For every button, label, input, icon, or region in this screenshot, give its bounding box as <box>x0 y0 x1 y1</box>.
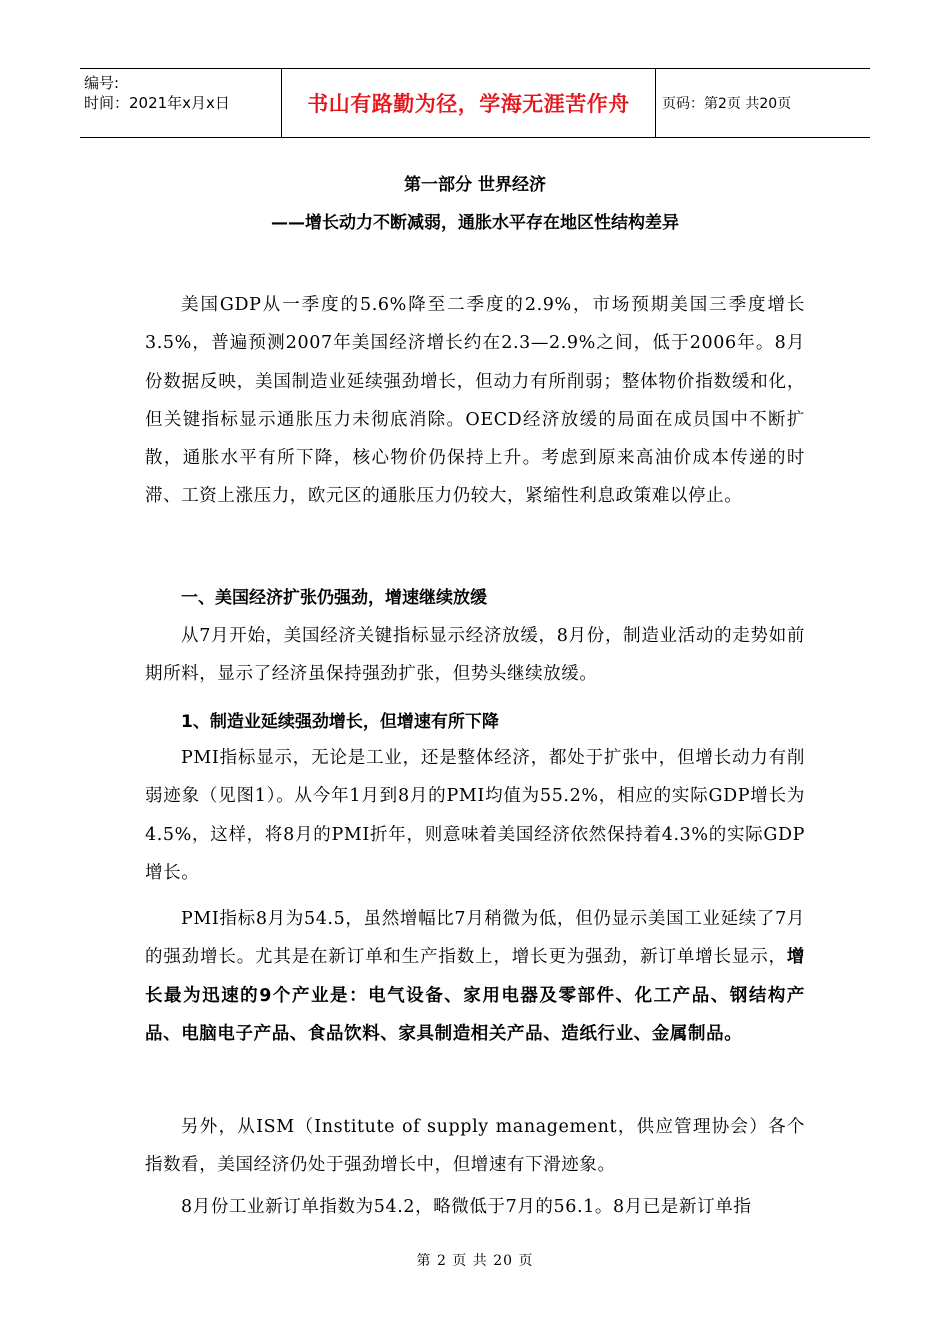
header-table <box>80 68 870 138</box>
header-meta-cell <box>80 69 282 137</box>
paragraph-ism: 另外，从ISM（Institute of supply management，供应管理协会）各个指数看，美国经济仍处于强劲增长中，但增速有下滑迹象。 <box>145 1117 805 1176</box>
fastest-industries-text: 增长最为迅速的9个产业是：电气设备、家用电器及零部件、化工产品、钢结构产品、电脑电子产品、食品饮料、家具制造相关产品、造纸行业、金属制品。 <box>145 947 805 1044</box>
paragraph-pmi-august <box>145 900 805 1053</box>
heading-us-economy: 一、美国经济扩张仍强劲，增速继续放缓 <box>181 588 487 608</box>
page-footer: 第 2 页 共 20 页 <box>416 1253 534 1269</box>
page-info: 页码：第2页 共20页 <box>662 96 792 112</box>
paragraph-pmi-august-text: PMI指标8月为54.5，虽然增幅比7月稍微为低，但仍显示美国工业延续了7月的强劲增长。尤其是在新订单和生产指数上，增长更为强劲，新订单增长显示， <box>145 909 805 968</box>
paragraph-new-orders: 8月份工业新订单指数为54.2，略微低于7月的56.1。8月已是新订单指 <box>181 1197 752 1217</box>
paragraph-intro: 美国GDP从一季度的5.6%降至二季度的2.9%，市场预期美国三季度增长3.5%，普遍预测2007年美国经济增长约在2.3—2.9%之间，低于2006年。8月份数据反映，美国制造业延续强劲增长，但动力有所削弱；整体物价指数缓和化，但关键指标显示通胀压力未彻底消除。OECD经济放缓的局面在成员国中不断扩散，通胀水平有所下降，核心物价仍保持上升。考虑到原来高油价成本传递的时滞、工资上涨压力，欧元区的通胀压力仍较大，紧缩性利息政策难以停止。 <box>145 295 805 507</box>
code-label: 编号: <box>84 74 120 92</box>
heading-manufacturing: 1、制造业延续强劲增长，但增速有所下降 <box>181 712 499 732</box>
section-subtitle: ——增长动力不断减弱，通胀水平存在地区性结构差异 <box>271 213 679 233</box>
section-title: 第一部分 世界经济 <box>404 175 546 195</box>
paragraph-pmi: PMI指标显示，无论是工业，还是整体经济，都处于扩张中，但增长动力有削弱迹象（见图1）。从今年1月到8月的PMI均值为55.2%，相应的实际GDP增长为4.5%，这样，将8月的PMI折年，则意味着美国经济依然保持着4.3%的实际GDP增长。 <box>145 748 805 883</box>
time-label: 时间：2021年x月x日 <box>84 94 230 112</box>
paragraph-slowdown: 从7月开始，美国经济关键指标显示经济放缓，8月份，制造业活动的走势如前期所料，显示了经济虽保持强劲扩张，但势头继续放缓。 <box>145 626 805 685</box>
motto: 书山有路勤为径，学海无涯苦作舟 <box>282 69 656 137</box>
